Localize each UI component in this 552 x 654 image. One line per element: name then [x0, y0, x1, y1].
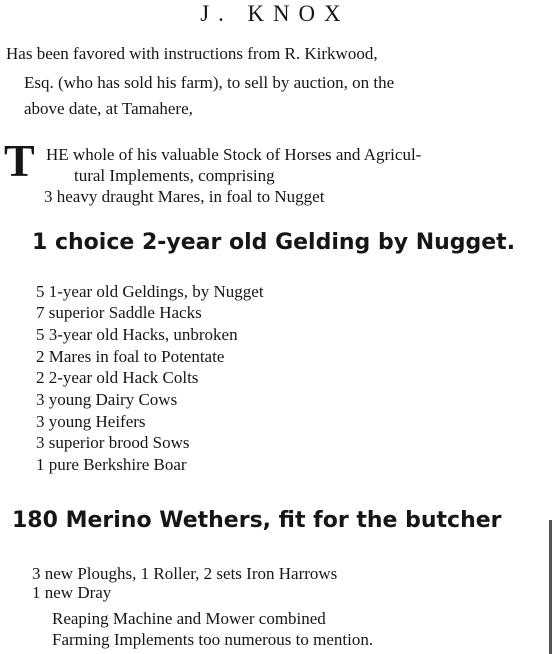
livestock-item: 2 2-year old Hack Colts	[36, 368, 199, 387]
implement-item: Farming Implements too numerous to mention.	[52, 630, 374, 649]
livestock-item: 3 superior brood Sows	[36, 433, 190, 452]
implement-item: 1 new Dray	[32, 583, 112, 602]
intro-line-3: above date, at Tamahere,	[24, 99, 193, 118]
highlight-wethers: 180 Merino Wethers, fit for the butcher	[12, 508, 502, 533]
intro-line-1: Has been favored with instructions from R. Kirkwood,	[6, 44, 378, 63]
stock-intro-line-1: HE whole of his valuable Stock of Horses and Agricul-	[46, 145, 422, 164]
livestock-item: 1 pure Berkshire Boar	[36, 455, 187, 474]
intro-line-2: Esq. (who has sold his farm), to sell by auction, on the	[24, 73, 395, 92]
livestock-item: 2 Mares in foal to Potentate	[36, 347, 225, 366]
stock-intro-line-3: 3 heavy draught Mares, in foal to Nugget	[44, 187, 325, 206]
implement-item: 3 new Ploughs, 1 Roller, 2 sets Iron Harrows	[32, 564, 338, 583]
implement-item: Reaping Machine and Mower combined	[52, 609, 326, 628]
livestock-item: 7 superior Saddle Hacks	[36, 303, 202, 322]
livestock-item: 3 young Heifers	[36, 412, 146, 431]
auctioneer-title: J. KNOX	[200, 1, 350, 26]
livestock-item: 3 young Dairy Cows	[36, 390, 178, 409]
livestock-item: 5 3-year old Hacks, unbroken	[36, 325, 238, 344]
highlight-gelding: 1 choice 2-year old Gelding by Nugget.	[32, 230, 516, 255]
livestock-item: 5 1-year old Geldings, by Nugget	[36, 282, 264, 301]
stock-intro-line-2: tural Implements, comprising	[74, 166, 275, 185]
drop-cap: T	[4, 135, 35, 186]
